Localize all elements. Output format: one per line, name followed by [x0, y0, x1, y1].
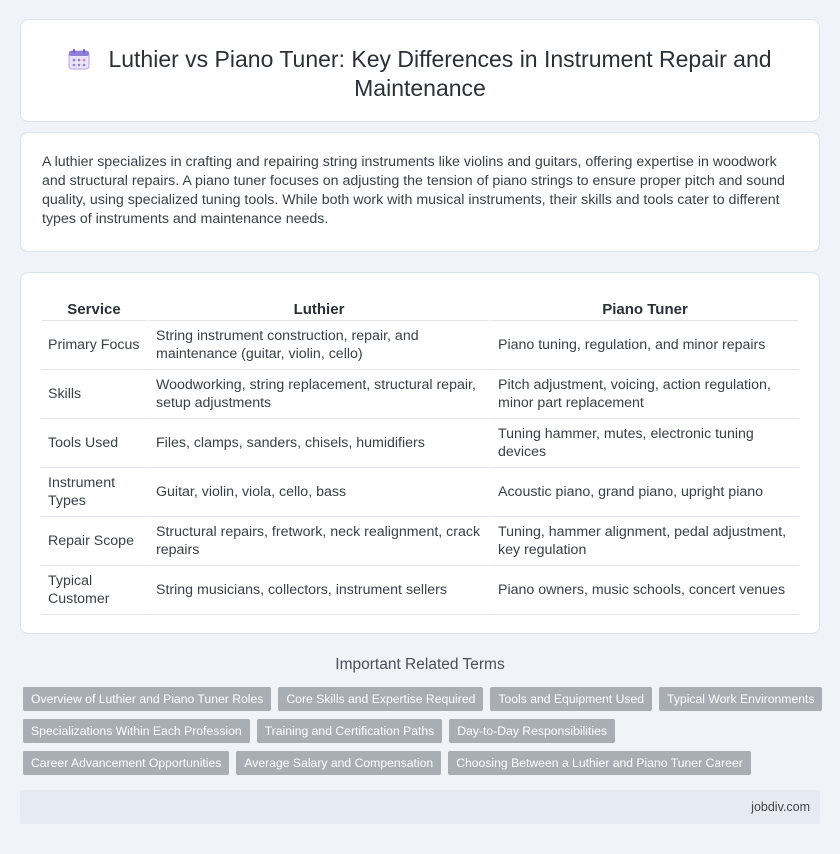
row-label: Primary Focus: [41, 321, 147, 370]
header-card: [20, 19, 820, 122]
intro-text: A luthier specializes in crafting and repairing string instruments like violins and guitars, offering expertise in woodwork and structural repairs. A piano tuner focuses on adjusting the tension of piano strings to ensure proper pitch and sound quality, using specialized tuning tools. While both work with musical instruments, their skills and tools cater to different types of instruments and maintenance needs.: [42, 154, 785, 227]
piano-tuner-cell: Piano tuning, regulation, and minor repairs: [489, 321, 799, 370]
row-label: Instrument Types: [41, 468, 147, 517]
luthier-cell: String instrument construction, repair, and maintenance (guitar, violin, cello): [147, 321, 489, 370]
related-term-tag[interactable]: Average Salary and Compensation: [236, 751, 441, 775]
related-terms-title: Important Related Terms: [335, 656, 505, 673]
related-term-tag[interactable]: Day-to-Day Responsibilities: [449, 719, 615, 743]
related-term-tag[interactable]: Training and Certification Paths: [257, 719, 443, 743]
related-terms-list: [23, 687, 823, 775]
piano-tuner-cell: Pitch adjustment, voicing, action regulation, minor part replacement: [489, 370, 799, 419]
related-term-tag[interactable]: Core Skills and Expertise Required: [278, 687, 483, 711]
calendar-icon: [68, 48, 90, 70]
row-label: Typical Customer: [41, 566, 147, 615]
page-title: Luthier vs Piano Tuner: Key Differences in Instrument Repair and Maintenance: [108, 46, 772, 101]
comparison-table: [41, 293, 799, 615]
luthier-cell: Woodworking, string replacement, structural repair, setup adjustments: [147, 370, 489, 419]
related-term-tag[interactable]: Typical Work Environments: [659, 687, 822, 711]
header-service: Service: [41, 293, 147, 321]
table-row: [41, 419, 799, 468]
related-term-tag[interactable]: Career Advancement Opportunities: [23, 751, 229, 775]
header-luthier: Luthier: [147, 293, 489, 321]
luthier-cell: Structural repairs, fretwork, neck realignment, crack repairs: [147, 517, 489, 566]
table-row: [41, 370, 799, 419]
related-term-tag[interactable]: Overview of Luthier and Piano Tuner Roles: [23, 687, 271, 711]
footer: [20, 790, 820, 824]
piano-tuner-cell: Acoustic piano, grand piano, upright piano: [489, 468, 799, 517]
related-term-tag[interactable]: Tools and Equipment Used: [490, 687, 652, 711]
table-row: [41, 517, 799, 566]
luthier-cell: Guitar, violin, viola, cello, bass: [147, 468, 489, 517]
table-header-row: [41, 293, 799, 321]
piano-tuner-cell: Tuning hammer, mutes, electronic tuning devices: [489, 419, 799, 468]
table-row: [41, 566, 799, 615]
table-row: [41, 468, 799, 517]
row-label: Tools Used: [41, 419, 147, 468]
intro-card: [20, 132, 820, 252]
footer-site-link[interactable]: jobdiv.com: [751, 800, 810, 814]
page-title-wrap: [21, 45, 819, 103]
header-piano-tuner: Piano Tuner: [489, 293, 799, 321]
comparison-card: [20, 272, 820, 634]
piano-tuner-cell: Tuning, hammer alignment, pedal adjustment, key regulation: [489, 517, 799, 566]
table-row: [41, 321, 799, 370]
luthier-cell: String musicians, collectors, instrument sellers: [147, 566, 489, 615]
piano-tuner-cell: Piano owners, music schools, concert venues: [489, 566, 799, 615]
row-label: Repair Scope: [41, 517, 147, 566]
row-label: Skills: [41, 370, 147, 419]
luthier-cell: Files, clamps, sanders, chisels, humidifiers: [147, 419, 489, 468]
related-term-tag[interactable]: Specializations Within Each Profession: [23, 719, 250, 743]
related-term-tag[interactable]: Choosing Between a Luthier and Piano Tuner Career: [448, 751, 751, 775]
